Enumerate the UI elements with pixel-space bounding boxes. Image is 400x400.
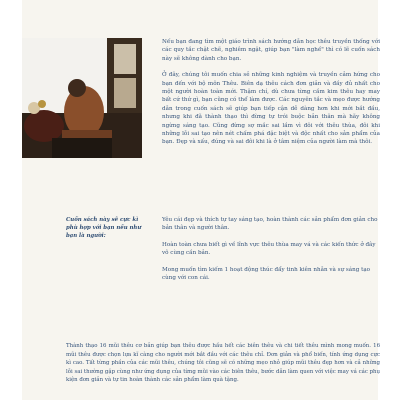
intro-paragraph-1: Nếu bạn đang tìm một giáo trình sách hướng dẫn học thêu truyền thống với các quy tắc chặt chẽ, nghiêm ngặt, giúp bạn "làm nghề" thì có lẽ cuốn sách này sẽ không dành cho bạn. — [162, 39, 380, 62]
audience-item: Mong muốn tìm kiếm 1 hoạt động thúc đẩy tinh kiên nhẫn và sự sáng tạo cùng với con cái. — [162, 266, 371, 282]
audience-item: Yêu cái đẹp và thích tự tay sáng tạo, hoàn thành các sản phẩm đơn giản cho bản thân và người thân. — [162, 217, 378, 232]
audience-item: Hoàn toàn chưa biết gì về lĩnh vực thêu thùa may vá và các kiến thức ở đây vô cùng cần bản. — [162, 241, 376, 257]
intro-text — [162, 38, 380, 155]
bottom-paragraph: Thành thạo 16 mũi thêu cơ bản giúp bạn thêu được hầu hết các biên thêu và chi tiết thêu mình mong muốn. 16 mũi thêu được chọn lựa kĩ càng cho người mới bắt đầu với các thêu chỉ. Đơn giản và phổ biến, tính ứng dụng cực kì cao. Tất từng phần của các mũi thêu, chúng tôi cũng sẽ có những mẹo nhỏ giúp mũi thêu đẹp hơn và cả những lỗi sai thường gặp cùng như ứng dụng của từng mũi vào các biên thêu, bước dẫn làm quen với việc may vá các phụ kiện đơn giản và tự tin hoàn thành các sản phẩm làm quà tặng. — [66, 343, 380, 384]
crafting-photo — [22, 38, 142, 158]
audience-list — [162, 216, 380, 290]
left-margin — [0, 0, 22, 400]
right-margin — [378, 0, 400, 400]
audience-question: Cuốn sách này sẽ cực kì phù hợp với bạn nếu như bạn là người: — [66, 217, 142, 240]
intro-paragraph-2: Ở đây, chúng tôi muốn chia sẻ những kinh nghiệm và truyền cảm hứng cho bạn đến với bộ môn Thêu. Biên dạ thêu cách đơn giản và đầy đủ nhất cho một người hoàn toàn mới. Thậm chí, dù chưa từng cầm kim thêu hay may bất cứ thứ gì, bạn cũng có thể làm được. Các nguyên tắc và mẹo được hướng dẫn trong cuốn sách sẽ giúp bạn tiếp cận dễ dàng hơn khi mới bắt đầu, nhưng khi đã thành thạo thì đừng tự trói buộc bản thân mà hãy không ngừng sáng tạo. Cũng đừng sợ mắc sai lầm vì đôi với thêu thùa, đôi khi những lỗi sai tạo nên nét chấm phá đặc biệt và độc nhất cho sản phẩm của bạn. Đẹp và xấu, đúng và sai đôi khi là ở tâm niệm của người làm mà thôi. — [162, 72, 380, 146]
